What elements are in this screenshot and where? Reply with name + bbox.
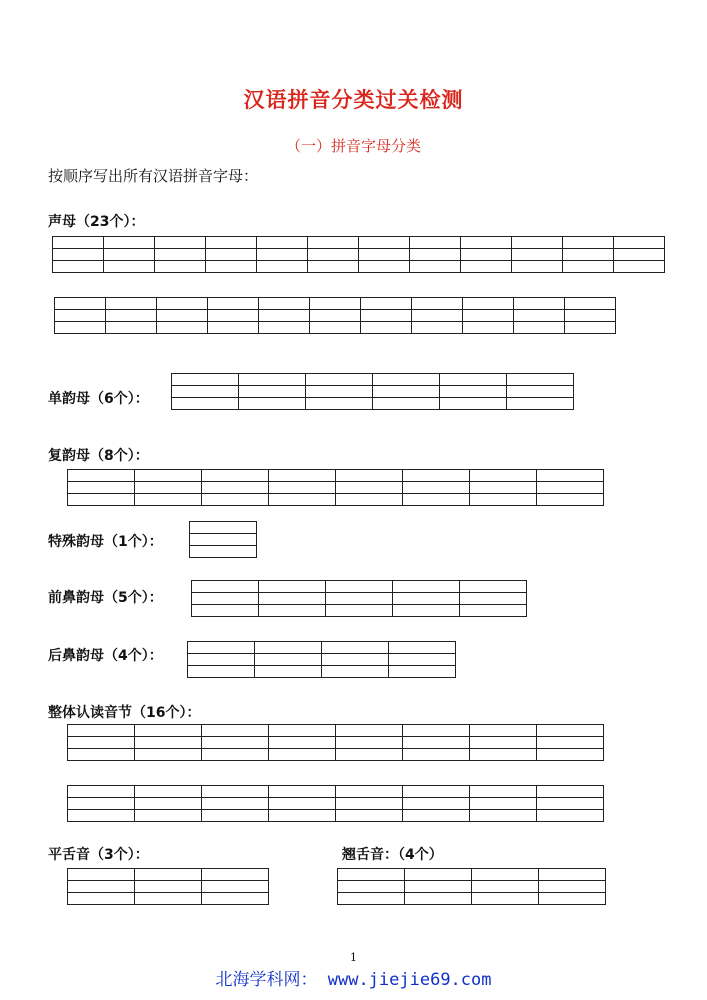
writing-cell[interactable] — [389, 654, 456, 666]
writing-cell[interactable] — [539, 881, 606, 893]
writing-cell[interactable] — [472, 893, 539, 905]
writing-cell[interactable] — [202, 494, 269, 506]
writing-cell[interactable] — [537, 482, 604, 494]
writing-cell[interactable] — [565, 310, 616, 322]
writing-cell[interactable] — [106, 298, 157, 310]
writing-cell[interactable] — [389, 642, 456, 654]
writing-cell[interactable] — [440, 398, 507, 410]
writing-cell[interactable] — [257, 237, 308, 249]
writing-cell[interactable] — [537, 810, 604, 822]
writing-cell[interactable] — [190, 546, 257, 558]
writing-cell[interactable] — [322, 654, 389, 666]
grid-row — [192, 593, 527, 605]
writing-cell[interactable] — [461, 249, 512, 261]
grid-row — [338, 893, 606, 905]
pingshe-grid — [67, 868, 269, 905]
writing-cell[interactable] — [259, 605, 326, 617]
writing-cell[interactable] — [190, 522, 257, 534]
writing-cell[interactable] — [470, 482, 537, 494]
writing-cell[interactable] — [393, 581, 460, 593]
instruction-text: 按顺序写出所有汉语拼音字母： — [48, 167, 259, 185]
writing-cell[interactable] — [563, 249, 614, 261]
writing-cell[interactable] — [239, 386, 306, 398]
writing-cell[interactable] — [308, 237, 359, 249]
writing-cell[interactable] — [172, 374, 239, 386]
writing-cell[interactable] — [336, 725, 403, 737]
writing-cell[interactable] — [135, 494, 202, 506]
writing-cell[interactable] — [106, 322, 157, 334]
writing-cell[interactable] — [202, 893, 269, 905]
zhengti-grid-row1 — [67, 724, 604, 761]
qiaoshe-label: 翘舌音：（4个） — [342, 847, 443, 863]
pingshe-label: 平舌音（3个）： — [48, 847, 149, 863]
writing-cell[interactable] — [135, 786, 202, 798]
shengmu-grid-row2 — [54, 297, 616, 334]
writing-cell[interactable] — [405, 869, 472, 881]
writing-cell[interactable] — [202, 881, 269, 893]
writing-cell[interactable] — [463, 310, 514, 322]
writing-cell[interactable] — [306, 386, 373, 398]
zhengti-grid-row2 — [67, 785, 604, 822]
writing-cell[interactable] — [472, 869, 539, 881]
writing-cell[interactable] — [512, 261, 563, 273]
writing-cell[interactable] — [206, 261, 257, 273]
writing-cell[interactable] — [192, 581, 259, 593]
writing-cell[interactable] — [361, 298, 412, 310]
writing-cell[interactable] — [326, 605, 393, 617]
writing-cell[interactable] — [472, 881, 539, 893]
writing-cell[interactable] — [259, 322, 310, 334]
writing-cell[interactable] — [135, 749, 202, 761]
grid-row — [68, 881, 269, 893]
grid-row — [188, 642, 456, 654]
writing-cell[interactable] — [403, 470, 470, 482]
writing-cell[interactable] — [172, 386, 239, 398]
writing-cell[interactable] — [614, 261, 665, 273]
writing-cell[interactable] — [393, 605, 460, 617]
writing-cell[interactable] — [306, 398, 373, 410]
grid-row — [68, 893, 269, 905]
writing-cell[interactable] — [389, 666, 456, 678]
writing-cell[interactable] — [68, 494, 135, 506]
writing-cell[interactable] — [55, 322, 106, 334]
writing-cell[interactable] — [306, 374, 373, 386]
grid-row — [190, 522, 257, 534]
writing-cell[interactable] — [405, 893, 472, 905]
writing-cell[interactable] — [412, 322, 463, 334]
writing-cell[interactable] — [104, 261, 155, 273]
writing-cell[interactable] — [308, 249, 359, 261]
writing-cell[interactable] — [359, 261, 410, 273]
writing-cell[interactable] — [359, 237, 410, 249]
writing-cell[interactable] — [202, 725, 269, 737]
writing-cell[interactable] — [104, 249, 155, 261]
writing-cell[interactable] — [359, 249, 410, 261]
writing-cell[interactable] — [68, 798, 135, 810]
writing-cell[interactable] — [255, 654, 322, 666]
writing-cell[interactable] — [68, 810, 135, 822]
writing-cell[interactable] — [269, 470, 336, 482]
writing-cell[interactable] — [206, 249, 257, 261]
writing-cell[interactable] — [155, 249, 206, 261]
writing-cell[interactable] — [68, 737, 135, 749]
zhengti-label: 整体认读音节（16个）： — [48, 705, 201, 721]
qiaoshe-grid — [337, 868, 606, 905]
writing-cell[interactable] — [470, 725, 537, 737]
writing-cell[interactable] — [336, 810, 403, 822]
houbi-grid — [187, 641, 456, 678]
writing-cell[interactable] — [202, 798, 269, 810]
grid-row — [172, 386, 574, 398]
writing-cell[interactable] — [157, 322, 208, 334]
grid-row — [192, 605, 527, 617]
writing-cell[interactable] — [155, 261, 206, 273]
writing-cell[interactable] — [208, 298, 259, 310]
writing-cell[interactable] — [537, 786, 604, 798]
page-title: 汉语拼音分类过关检测 — [243, 88, 464, 112]
writing-cell[interactable] — [202, 482, 269, 494]
writing-cell[interactable] — [208, 322, 259, 334]
writing-cell[interactable] — [308, 261, 359, 273]
fuyunmu-grid — [67, 469, 604, 506]
writing-cell[interactable] — [322, 666, 389, 678]
writing-cell[interactable] — [135, 482, 202, 494]
writing-cell[interactable] — [206, 237, 257, 249]
qianbi-label: 前鼻韵母（5个）： — [48, 590, 163, 606]
writing-cell[interactable] — [507, 398, 574, 410]
writing-cell[interactable] — [155, 237, 206, 249]
writing-cell[interactable] — [326, 581, 393, 593]
writing-cell[interactable] — [403, 749, 470, 761]
writing-cell[interactable] — [440, 374, 507, 386]
writing-cell[interactable] — [440, 386, 507, 398]
writing-cell[interactable] — [68, 869, 135, 881]
writing-cell[interactable] — [135, 725, 202, 737]
grid-row — [68, 737, 604, 749]
writing-cell[interactable] — [310, 298, 361, 310]
writing-cell[interactable] — [338, 881, 405, 893]
writing-cell[interactable] — [188, 666, 255, 678]
grid-row — [68, 749, 604, 761]
qianbi-grid — [191, 580, 527, 617]
teshu-label: 特殊韵母（1个）： — [48, 534, 163, 550]
shengmu-label: 声母（23个）： — [48, 214, 145, 230]
writing-cell[interactable] — [68, 725, 135, 737]
grid-row — [68, 810, 604, 822]
writing-cell[interactable] — [68, 470, 135, 482]
writing-cell[interactable] — [135, 881, 202, 893]
writing-cell[interactable] — [269, 786, 336, 798]
grid-row — [68, 869, 269, 881]
writing-cell[interactable] — [106, 310, 157, 322]
writing-cell[interactable] — [361, 322, 412, 334]
writing-cell[interactable] — [470, 737, 537, 749]
writing-cell[interactable] — [255, 666, 322, 678]
grid-row — [188, 666, 456, 678]
danyunmu-label: 单韵母（6个）： — [48, 391, 149, 407]
writing-cell[interactable] — [55, 298, 106, 310]
grid-row — [338, 881, 606, 893]
writing-cell[interactable] — [403, 798, 470, 810]
houbi-label: 后鼻韵母（4个）： — [48, 648, 163, 664]
writing-cell[interactable] — [172, 398, 239, 410]
grid-row — [192, 581, 527, 593]
writing-cell[interactable] — [336, 737, 403, 749]
writing-cell[interactable] — [257, 249, 308, 261]
writing-cell[interactable] — [53, 249, 104, 261]
writing-cell[interactable] — [239, 374, 306, 386]
grid-row — [190, 546, 257, 558]
writing-cell[interactable] — [410, 237, 461, 249]
grid-row — [55, 298, 616, 310]
writing-cell[interactable] — [537, 725, 604, 737]
writing-cell[interactable] — [461, 237, 512, 249]
writing-cell[interactable] — [563, 261, 614, 273]
writing-cell[interactable] — [460, 581, 527, 593]
writing-cell[interactable] — [361, 310, 412, 322]
writing-cell[interactable] — [463, 298, 514, 310]
writing-cell[interactable] — [269, 798, 336, 810]
writing-cell[interactable] — [614, 237, 665, 249]
writing-cell[interactable] — [410, 261, 461, 273]
writing-cell[interactable] — [202, 869, 269, 881]
writing-cell[interactable] — [202, 470, 269, 482]
writing-cell[interactable] — [537, 737, 604, 749]
writing-cell[interactable] — [202, 810, 269, 822]
grid-row — [55, 322, 616, 334]
writing-cell[interactable] — [259, 581, 326, 593]
writing-cell[interactable] — [403, 786, 470, 798]
writing-cell[interactable] — [563, 237, 614, 249]
writing-cell[interactable] — [269, 725, 336, 737]
writing-cell[interactable] — [537, 798, 604, 810]
writing-cell[interactable] — [403, 482, 470, 494]
writing-cell[interactable] — [539, 869, 606, 881]
writing-cell[interactable] — [336, 798, 403, 810]
grid-row — [53, 261, 665, 273]
writing-cell[interactable] — [55, 310, 106, 322]
writing-cell[interactable] — [188, 654, 255, 666]
writing-cell[interactable] — [514, 298, 565, 310]
writing-cell[interactable] — [507, 374, 574, 386]
writing-cell[interactable] — [208, 310, 259, 322]
writing-cell[interactable] — [537, 494, 604, 506]
writing-cell[interactable] — [393, 593, 460, 605]
writing-cell[interactable] — [412, 298, 463, 310]
writing-cell[interactable] — [68, 482, 135, 494]
grid-row — [53, 237, 665, 249]
writing-cell[interactable] — [68, 881, 135, 893]
section-subtitle: （一）拼音字母分类 — [285, 137, 421, 155]
writing-cell[interactable] — [514, 322, 565, 334]
writing-cell[interactable] — [336, 482, 403, 494]
writing-cell[interactable] — [188, 642, 255, 654]
writing-cell[interactable] — [514, 310, 565, 322]
writing-cell[interactable] — [269, 810, 336, 822]
writing-cell[interactable] — [310, 322, 361, 334]
writing-cell[interactable] — [322, 642, 389, 654]
page-number: 1 — [350, 951, 357, 964]
grid-row — [188, 654, 456, 666]
grid-row — [68, 786, 604, 798]
writing-cell[interactable] — [507, 386, 574, 398]
writing-cell[interactable] — [157, 310, 208, 322]
grid-row — [68, 725, 604, 737]
writing-cell[interactable] — [269, 737, 336, 749]
writing-cell[interactable] — [373, 386, 440, 398]
writing-cell[interactable] — [192, 593, 259, 605]
writing-cell[interactable] — [338, 893, 405, 905]
writing-cell[interactable] — [460, 605, 527, 617]
writing-cell[interactable] — [463, 322, 514, 334]
writing-cell[interactable] — [537, 749, 604, 761]
writing-cell[interactable] — [410, 249, 461, 261]
writing-cell[interactable] — [135, 470, 202, 482]
writing-cell[interactable] — [614, 249, 665, 261]
writing-cell[interactable] — [135, 737, 202, 749]
writing-cell[interactable] — [135, 810, 202, 822]
writing-cell[interactable] — [512, 249, 563, 261]
writing-cell[interactable] — [310, 310, 361, 322]
writing-cell[interactable] — [470, 810, 537, 822]
grid-row — [68, 798, 604, 810]
writing-cell[interactable] — [259, 298, 310, 310]
grid-row — [53, 249, 665, 261]
writing-cell[interactable] — [68, 893, 135, 905]
teshu-grid — [189, 521, 257, 558]
writing-cell[interactable] — [565, 298, 616, 310]
writing-cell[interactable] — [190, 534, 257, 546]
writing-cell[interactable] — [565, 322, 616, 334]
writing-cell[interactable] — [135, 798, 202, 810]
writing-cell[interactable] — [202, 737, 269, 749]
writing-cell[interactable] — [539, 893, 606, 905]
writing-cell[interactable] — [68, 786, 135, 798]
writing-cell[interactable] — [239, 398, 306, 410]
writing-cell[interactable] — [326, 593, 393, 605]
writing-cell[interactable] — [460, 593, 527, 605]
writing-cell[interactable] — [255, 642, 322, 654]
footer-watermark: 北海学科网： www.jiejie69.com — [215, 970, 492, 990]
writing-cell[interactable] — [336, 749, 403, 761]
writing-cell[interactable] — [259, 310, 310, 322]
writing-cell[interactable] — [470, 786, 537, 798]
writing-cell[interactable] — [53, 237, 104, 249]
writing-cell[interactable] — [512, 237, 563, 249]
writing-cell[interactable] — [336, 470, 403, 482]
writing-cell[interactable] — [403, 810, 470, 822]
grid-row — [68, 494, 604, 506]
writing-cell[interactable] — [470, 470, 537, 482]
writing-cell[interactable] — [373, 374, 440, 386]
fuyunmu-label: 复韵母（8个）： — [48, 448, 149, 464]
writing-cell[interactable] — [135, 869, 202, 881]
writing-cell[interactable] — [412, 310, 463, 322]
writing-cell[interactable] — [373, 398, 440, 410]
writing-cell[interactable] — [53, 261, 104, 273]
writing-cell[interactable] — [157, 298, 208, 310]
writing-cell[interactable] — [269, 749, 336, 761]
shengmu-grid-row1 — [52, 236, 665, 273]
grid-row — [172, 374, 574, 386]
writing-cell[interactable] — [269, 482, 336, 494]
writing-cell[interactable] — [470, 749, 537, 761]
grid-row — [172, 398, 574, 410]
writing-cell[interactable] — [259, 593, 326, 605]
grid-row — [190, 534, 257, 546]
writing-cell[interactable] — [403, 494, 470, 506]
writing-cell[interactable] — [202, 786, 269, 798]
writing-cell[interactable] — [104, 237, 155, 249]
writing-cell[interactable] — [405, 881, 472, 893]
writing-cell[interactable] — [537, 470, 604, 482]
danyunmu-grid — [171, 373, 574, 410]
grid-row — [68, 470, 604, 482]
writing-cell[interactable] — [68, 749, 135, 761]
writing-cell[interactable] — [257, 261, 308, 273]
writing-cell[interactable] — [269, 494, 336, 506]
writing-cell[interactable] — [470, 798, 537, 810]
writing-cell[interactable] — [403, 737, 470, 749]
writing-cell[interactable] — [336, 786, 403, 798]
grid-row — [338, 869, 606, 881]
writing-cell[interactable] — [202, 749, 269, 761]
grid-row — [68, 482, 604, 494]
grid-row — [55, 310, 616, 322]
writing-cell[interactable] — [192, 605, 259, 617]
writing-cell[interactable] — [135, 893, 202, 905]
writing-cell[interactable] — [461, 261, 512, 273]
writing-cell[interactable] — [470, 494, 537, 506]
writing-cell[interactable] — [403, 725, 470, 737]
writing-cell[interactable] — [336, 494, 403, 506]
writing-cell[interactable] — [338, 869, 405, 881]
